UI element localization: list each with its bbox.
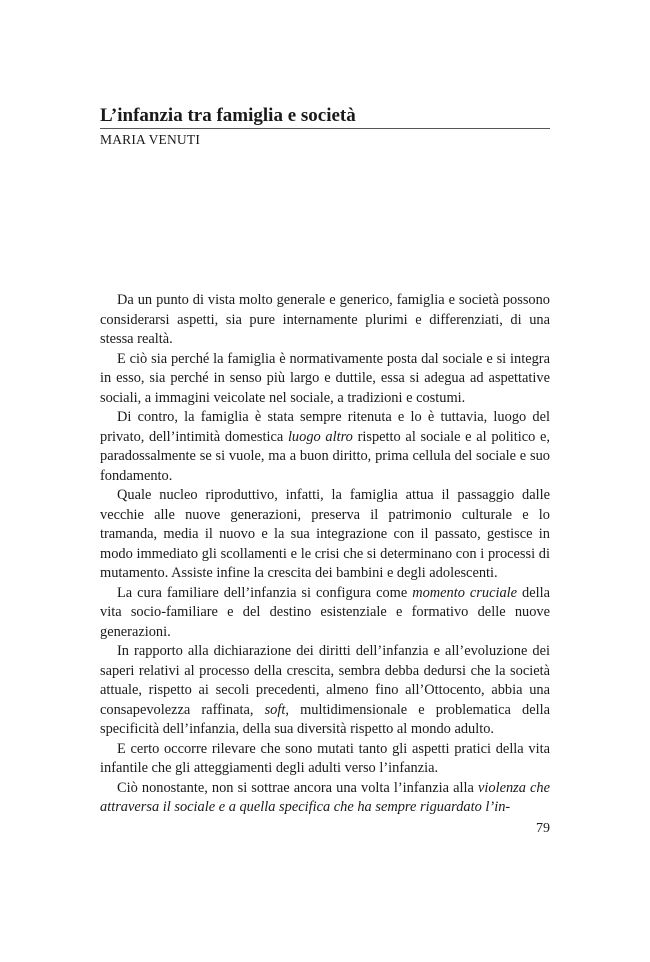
paragraph <box>100 486 550 584</box>
paragraph <box>100 291 550 350</box>
text-run: rispetto al sociale e al politico e, paradossalmente se si vuole, ma a buon diritto, prima cellula del sociale e suo fondamento. <box>100 428 550 484</box>
paragraph <box>100 350 550 409</box>
text-run: Da un punto di vista molto generale e generico, famiglia e società possono considerarsi aspetti, sia pure internamente plurimi e differenziati, di una stessa realtà. <box>100 292 550 347</box>
text-run: Di contro, la famiglia è stata sempre ritenuta e lo è tuttavia, luogo del privato, dell’intimità domestica <box>100 409 550 445</box>
article-body <box>100 291 550 818</box>
text-run: della vita socio-familiare e del destino esistenziale e formativo delle nuove generazioni. <box>100 584 550 640</box>
paragraph <box>100 408 550 486</box>
text-run: Ciò nonostante, non si sottrae ancora una volta l’infanzia alla <box>117 779 478 796</box>
italic-text: momento cruciale <box>412 584 518 601</box>
page-number: 79 <box>536 821 550 836</box>
author-name: MARIA VENUTI <box>100 132 201 147</box>
paragraph <box>100 584 550 643</box>
text-run: E certo occorre rilevare che sono mutati tanto gli aspetti pratici della vita infantile che gli atteggiamenti degli adulti verso l’infanzia. <box>100 740 550 776</box>
title-rule <box>100 128 550 129</box>
paragraph <box>100 740 550 779</box>
text-run: La cura familiare dell’infanzia si configura come <box>117 584 413 601</box>
text-run: In rapporto alla dichiarazione dei diritti dell’infanzia e all’evoluzione dei saperi relativi al processo della crescita, sembra debba dedursi che la società attuale, rispetto ai secoli precedenti, almeno fino all’Ottocento, abbia una consapevolezza raffinata, <box>100 643 550 718</box>
italic-text: soft <box>264 701 286 718</box>
text-run: , multidimensionale e problematica della specificità dell’infanzia, della sua diversità rispetto al mondo adulto. <box>100 701 550 737</box>
italic-text: violenza che attraversa il sociale e a quella specifica che ha sempre riguardato l’in- <box>100 779 551 815</box>
text-run: E ciò sia perché la famiglia è normativamente posta dal sociale e si integra in esso, sia perché in senso più largo e duttile, essa si adegua ad aspettative sociali, a immagini veicolate nel sociale, a tradizioni e costumi. <box>100 350 550 406</box>
text-run: Quale nucleo riproduttivo, infatti, la famiglia attua il passaggio dalle vecchie alle nuove generazioni, preserva il patrimonio culturale e lo tramanda, media il nuovo e la sua integrazione con il passato, gestisce in modo immediato gli scollamenti e le crisi che si determinano con i processi di mutamento. Assiste infine la crescita dei bambini e degli adolescenti. <box>100 487 550 581</box>
paragraph <box>100 642 550 740</box>
article-title: L’infanzia tra famiglia e società <box>100 105 356 126</box>
italic-text: luogo altro <box>287 428 353 445</box>
paragraph <box>100 779 550 818</box>
